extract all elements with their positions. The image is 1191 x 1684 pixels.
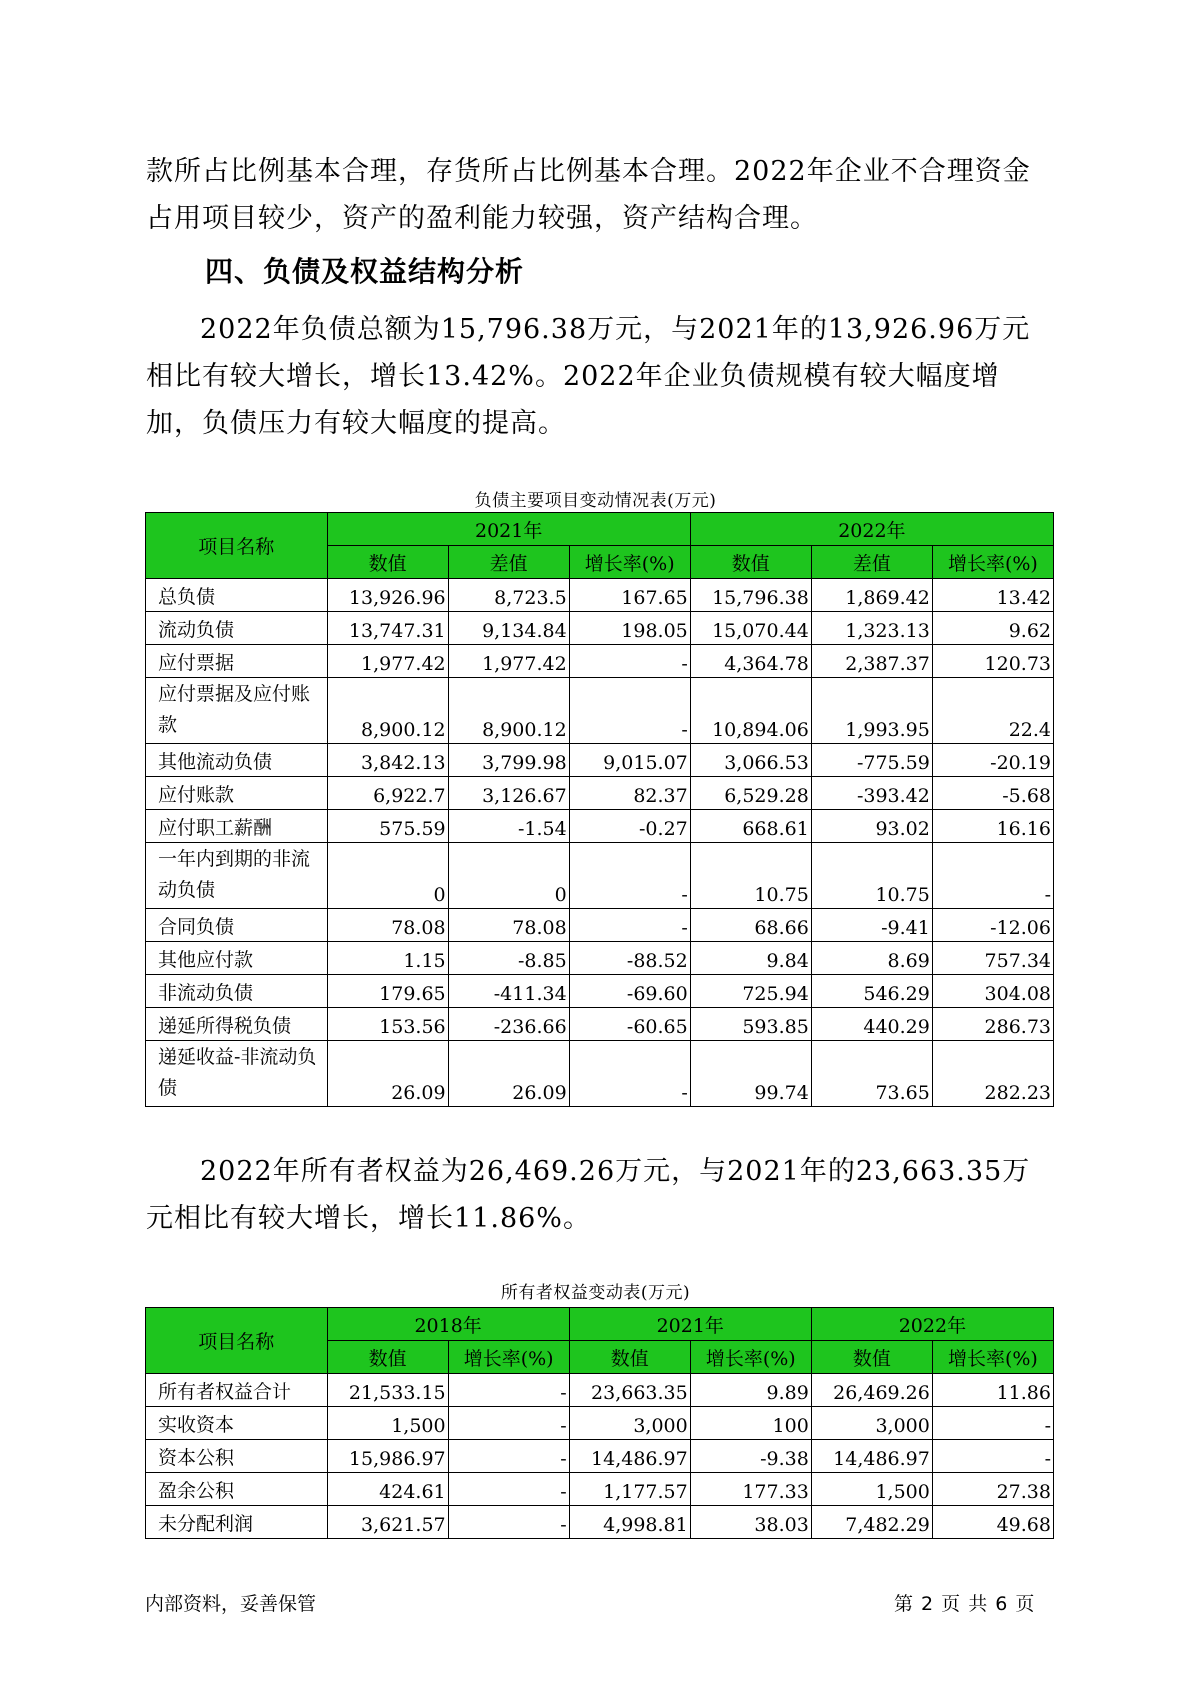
- item-name-header: 项目名称: [146, 513, 328, 579]
- table-cell: 68.66: [690, 909, 811, 942]
- equity-paragraph: 2022年所有者权益为26,469.26万元，与2021年的23,663.35万元相比有较大增长，增长11.86%。: [146, 1156, 1031, 1234]
- year-header: 2021年: [569, 1308, 811, 1341]
- row-label: 资本公积: [146, 1440, 328, 1473]
- table-cell: -1.54: [448, 810, 569, 843]
- table-row: [146, 1008, 1054, 1041]
- liability-paragraph: 2022年负债总额为15,796.38万元，与2021年的13,926.96万元相比有较大增长，增长13.42%。2022年企业负债规模有较大幅度增加，负债压力有较大幅度的提高。: [146, 314, 1031, 439]
- table-cell: -5.68: [932, 777, 1053, 810]
- table-cell: 3,066.53: [690, 744, 811, 777]
- table-cell: 23,663.35: [569, 1374, 690, 1407]
- table-cell: 13.42: [932, 579, 1053, 612]
- table-row: [146, 843, 1054, 909]
- table-cell: 26.09: [448, 1041, 569, 1107]
- table-cell: -236.66: [448, 1008, 569, 1041]
- table-cell: 1.15: [327, 942, 448, 975]
- column-header: 数值: [690, 546, 811, 579]
- row-label: 应付票据: [146, 645, 328, 678]
- row-label: 应付职工薪酬: [146, 810, 328, 843]
- table-cell: -411.34: [448, 975, 569, 1008]
- equity-table: [145, 1307, 1054, 1539]
- table-cell: -: [448, 1473, 569, 1506]
- year-header: 2021年: [327, 513, 690, 546]
- table-cell: 9.89: [690, 1374, 811, 1407]
- table-cell: 13,747.31: [327, 612, 448, 645]
- table-cell: 153.56: [327, 1008, 448, 1041]
- section-heading: 四、负债及权益结构分析: [205, 255, 525, 288]
- table-cell: 286.73: [932, 1008, 1053, 1041]
- table-cell: 3,621.57: [327, 1506, 448, 1539]
- table-cell: 198.05: [569, 612, 690, 645]
- column-header: 增长率(%): [448, 1341, 569, 1374]
- table-cell: 14,486.97: [569, 1440, 690, 1473]
- column-header: 差值: [448, 546, 569, 579]
- table-row: [146, 1440, 1054, 1473]
- table-cell: 26.09: [327, 1041, 448, 1107]
- column-header: 增长率(%): [569, 546, 690, 579]
- column-header: 增长率(%): [932, 546, 1053, 579]
- table-cell: 100: [690, 1407, 811, 1440]
- table-row: [146, 744, 1054, 777]
- table-cell: 2,387.37: [811, 645, 932, 678]
- table-cell: 0: [448, 843, 569, 909]
- table-cell: 1,323.13: [811, 612, 932, 645]
- table-row: [146, 612, 1054, 645]
- table-cell: -: [569, 678, 690, 744]
- table-cell: -69.60: [569, 975, 690, 1008]
- column-header: 数值: [811, 1341, 932, 1374]
- column-header: 增长率(%): [690, 1341, 811, 1374]
- table-row: [146, 579, 1054, 612]
- table-row: [146, 975, 1054, 1008]
- table-row: [146, 942, 1054, 975]
- table-cell: 10,894.06: [690, 678, 811, 744]
- table-cell: 177.33: [690, 1473, 811, 1506]
- table-row: [146, 777, 1054, 810]
- table-cell: 7,482.29: [811, 1506, 932, 1539]
- table-row: [146, 810, 1054, 843]
- item-name-header: 项目名称: [146, 1308, 328, 1374]
- table-cell: 282.23: [932, 1041, 1053, 1107]
- row-label: 实收资本: [146, 1407, 328, 1440]
- table-cell: -393.42: [811, 777, 932, 810]
- table-cell: 16.16: [932, 810, 1053, 843]
- table-cell: 9.62: [932, 612, 1053, 645]
- table-cell: 575.59: [327, 810, 448, 843]
- row-label: 递延所得税负债: [146, 1008, 328, 1041]
- column-header: 增长率(%): [932, 1341, 1053, 1374]
- row-label: 所有者权益合计: [146, 1374, 328, 1407]
- table-cell: 3,000: [569, 1407, 690, 1440]
- table-cell: 179.65: [327, 975, 448, 1008]
- table-cell: 725.94: [690, 975, 811, 1008]
- row-label: 一年内到期的非流动负债: [146, 843, 328, 909]
- table-cell: 3,126.67: [448, 777, 569, 810]
- table-cell: 9.84: [690, 942, 811, 975]
- footer-confidential-note: 内部资料，妥善保管: [145, 1593, 317, 1615]
- table-cell: 10.75: [690, 843, 811, 909]
- table-cell: 73.65: [811, 1041, 932, 1107]
- table-cell: 8,900.12: [327, 678, 448, 744]
- table-cell: 82.37: [569, 777, 690, 810]
- page-number: 第 2 页 共 6 页: [894, 1593, 1036, 1615]
- table-cell: 11.86: [932, 1374, 1053, 1407]
- table-cell: 757.34: [932, 942, 1053, 975]
- table-cell: -: [932, 1440, 1053, 1473]
- table-cell: 26,469.26: [811, 1374, 932, 1407]
- table-cell: 38.03: [690, 1506, 811, 1539]
- table-cell: 4,364.78: [690, 645, 811, 678]
- table-cell: 78.08: [448, 909, 569, 942]
- table-row: [146, 1506, 1054, 1539]
- table-cell: 15,070.44: [690, 612, 811, 645]
- table-cell: 1,993.95: [811, 678, 932, 744]
- row-label: 非流动负债: [146, 975, 328, 1008]
- table-cell: -12.06: [932, 909, 1053, 942]
- year-header: 2022年: [811, 1308, 1053, 1341]
- table-cell: 593.85: [690, 1008, 811, 1041]
- column-header: 差值: [811, 546, 932, 579]
- table-row: [146, 1407, 1054, 1440]
- table-cell: -: [448, 1440, 569, 1473]
- table-cell: -0.27: [569, 810, 690, 843]
- table-cell: 49.68: [932, 1506, 1053, 1539]
- table-cell: -9.38: [690, 1440, 811, 1473]
- year-header: 2022年: [690, 513, 1053, 546]
- table-cell: 9,015.07: [569, 744, 690, 777]
- table-cell: 3,000: [811, 1407, 932, 1440]
- table-cell: 304.08: [932, 975, 1053, 1008]
- row-label: 应付票据及应付账款: [146, 678, 328, 744]
- table-cell: -: [569, 843, 690, 909]
- table-row: [146, 1473, 1054, 1506]
- table-cell: 0: [327, 843, 448, 909]
- row-label: 未分配利润: [146, 1506, 328, 1539]
- liability-table-caption: 负债主要项目变动情况表(万元): [474, 491, 717, 511]
- table-cell: 10.75: [811, 843, 932, 909]
- table-cell: 440.29: [811, 1008, 932, 1041]
- table-cell: 1,500: [811, 1473, 932, 1506]
- table-cell: 21,533.15: [327, 1374, 448, 1407]
- table-cell: 9,134.84: [448, 612, 569, 645]
- intro-paragraph: 款所占比例基本合理，存货所占比例基本合理。2022年企业不合理资金占用项目较少，资产的盈利能力较强，资产结构合理。: [146, 156, 1031, 234]
- column-header: 数值: [569, 1341, 690, 1374]
- table-cell: -: [448, 1407, 569, 1440]
- table-cell: 424.61: [327, 1473, 448, 1506]
- column-header: 数值: [327, 546, 448, 579]
- table-row: [146, 1041, 1054, 1107]
- table-cell: -60.65: [569, 1008, 690, 1041]
- liability-table: [145, 512, 1054, 1107]
- table-cell: -: [569, 645, 690, 678]
- table-cell: 1,500: [327, 1407, 448, 1440]
- table-cell: 22.4: [932, 678, 1053, 744]
- table-cell: 6,922.7: [327, 777, 448, 810]
- table-cell: 15,796.38: [690, 579, 811, 612]
- table-cell: 14,486.97: [811, 1440, 932, 1473]
- table-cell: 546.29: [811, 975, 932, 1008]
- row-label: 其他应付款: [146, 942, 328, 975]
- table-cell: 8.69: [811, 942, 932, 975]
- table-cell: 93.02: [811, 810, 932, 843]
- table-cell: 15,986.97: [327, 1440, 448, 1473]
- table-cell: -: [932, 1407, 1053, 1440]
- table-row: [146, 678, 1054, 744]
- table-cell: 167.65: [569, 579, 690, 612]
- row-label: 流动负债: [146, 612, 328, 645]
- row-label: 其他流动负债: [146, 744, 328, 777]
- table-cell: -: [569, 909, 690, 942]
- row-label: 合同负债: [146, 909, 328, 942]
- table-cell: 3,842.13: [327, 744, 448, 777]
- table-cell: -20.19: [932, 744, 1053, 777]
- table-cell: 6,529.28: [690, 777, 811, 810]
- table-cell: 1,977.42: [327, 645, 448, 678]
- equity-table-caption: 所有者权益变动表(万元): [500, 1283, 691, 1303]
- row-label: 盈余公积: [146, 1473, 328, 1506]
- table-cell: 1,869.42: [811, 579, 932, 612]
- table-cell: -88.52: [569, 942, 690, 975]
- table-cell: 1,977.42: [448, 645, 569, 678]
- table-cell: 4,998.81: [569, 1506, 690, 1539]
- table-row: [146, 645, 1054, 678]
- row-label: 递延收益-非流动负债: [146, 1041, 328, 1107]
- table-cell: 668.61: [690, 810, 811, 843]
- table-cell: 3,799.98: [448, 744, 569, 777]
- table-cell: -: [932, 843, 1053, 909]
- table-cell: 13,926.96: [327, 579, 448, 612]
- table-row: [146, 1374, 1054, 1407]
- table-cell: 27.38: [932, 1473, 1053, 1506]
- table-cell: -9.41: [811, 909, 932, 942]
- table-cell: 99.74: [690, 1041, 811, 1107]
- row-label: 应付账款: [146, 777, 328, 810]
- row-label: 总负债: [146, 579, 328, 612]
- table-cell: -775.59: [811, 744, 932, 777]
- table-cell: 120.73: [932, 645, 1053, 678]
- table-cell: -: [569, 1041, 690, 1107]
- table-cell: -8.85: [448, 942, 569, 975]
- table-row: [146, 909, 1054, 942]
- table-cell: -: [448, 1374, 569, 1407]
- table-cell: 8,900.12: [448, 678, 569, 744]
- table-cell: 78.08: [327, 909, 448, 942]
- table-cell: 8,723.5: [448, 579, 569, 612]
- table-cell: 1,177.57: [569, 1473, 690, 1506]
- year-header: 2018年: [327, 1308, 569, 1341]
- column-header: 数值: [327, 1341, 448, 1374]
- table-cell: -: [448, 1506, 569, 1539]
